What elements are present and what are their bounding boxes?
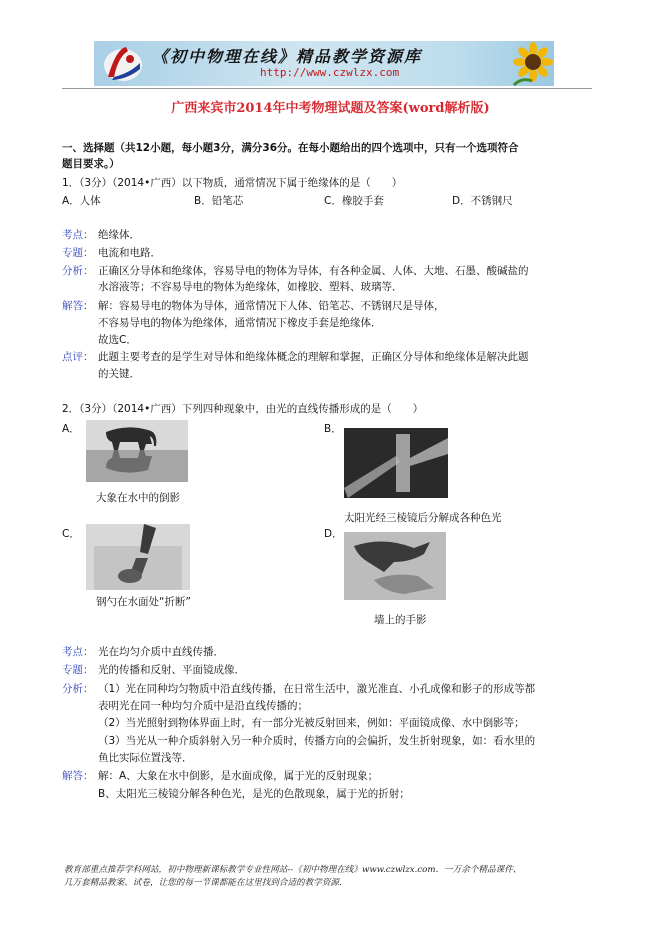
hand-shadow-photo	[344, 532, 446, 600]
section-heading-line1: 一、选择题（共12小题，每小题3分，满分36分。在每小题给出的四个选项中，只有一个选项符合	[62, 142, 519, 154]
q2-option-d: D．	[324, 528, 343, 540]
header-banner	[94, 41, 554, 86]
q1-dianping-line2: 的关键．	[98, 368, 140, 380]
sunflower-icon	[512, 41, 554, 86]
section-heading-line2: 题目要求。）	[62, 158, 120, 170]
q2-fenxi-line2: 表明光在同一种均匀介质中是沿直线传播的；	[98, 700, 308, 712]
q2-jieda-line2: B、太阳光三棱镜分解各种色光，是光的色散现象，属于光的折射；	[98, 788, 410, 800]
q1-stem: 1．（3分）（2014•广西）以下物质，通常情况下属于绝缘体的是（ ）	[62, 177, 403, 189]
elephant-reflection-photo	[86, 420, 188, 482]
q1-fenxi-label: 分析：	[62, 265, 94, 277]
q2-kaodian-label: 考点：	[62, 646, 94, 658]
q2-option-c: C．	[62, 528, 80, 540]
q1-dianping-label: 点评：	[62, 351, 94, 363]
q1-dianping-line1: 此题主要考查的是学生对导体和绝缘体概念的理解和掌握，正确区分导体和绝缘体是解决此题	[98, 351, 529, 363]
q1-option-c: C．橡胶手套	[324, 195, 384, 207]
q2-stem: 2．（3分）（2014•广西）下列四种现象中，由光的直线传播形成的是（ ）	[62, 403, 424, 415]
spoon-in-water-photo	[86, 524, 190, 590]
q2-fenxi-line5: 鱼比实际位置浅等．	[98, 752, 193, 764]
q1-fenxi-line1: 正确区分导体和绝缘体，容易导电的物体为导体，有各种金属、人体、大地、石墨、酸碱盐的	[98, 265, 529, 277]
document-title: 广西来宾市2014年中考物理试题及答案(word解析版)	[171, 101, 490, 116]
site-logo-icon	[100, 43, 144, 84]
q2-fenxi-line4: （3）当光从一种介质斜射入另一种介质时，传播方向的会偏折，发生折射现象，如：看水里的	[98, 735, 536, 747]
q2-caption-b: 太阳光经三棱镜后分解成各种色光	[344, 512, 502, 524]
q2-fenxi-label: 分析：	[62, 683, 94, 695]
q2-zhuanti-label: 专题：	[62, 664, 94, 676]
header-rule	[62, 88, 592, 89]
banner-url[interactable]: http://www.czwlzx.com	[260, 66, 400, 79]
page-footer	[64, 864, 521, 890]
q2-caption-d: 墙上的手影	[374, 614, 427, 626]
q2-zhuanti: 光的传播和反射、平面镜成像．	[98, 664, 245, 676]
q1-fenxi-line2: 水溶液等；不容易导电的物体为绝缘体，如橡胶、塑料、玻璃等．	[98, 281, 403, 293]
banner-title: 《初中物理在线》精品教学资源库	[152, 47, 423, 66]
q2-option-b: B．	[324, 423, 342, 435]
q2-kaodian: 光在均匀介质中直线传播．	[98, 646, 224, 658]
q1-option-a: A．人体	[62, 195, 101, 207]
footer-line2: 几万套精品教案、试卷，让您的每一节课都能在这里找到合适的教学资源．	[64, 878, 348, 888]
prism-dispersion-photo	[344, 428, 448, 498]
q2-fenxi-line3: （2）当光照射到物体界面上时，有一部分光被反射回来，例如：平面镜成像、水中倒影等；	[98, 717, 525, 729]
q2-fenxi-line1: （1）光在同种均匀物质中沿直线传播，在日常生活中，激光准直、小孔成像和影子的形成等都	[98, 683, 536, 695]
q1-kaodian-label: 考点：	[62, 229, 94, 241]
q1-jieda-line2: 不容易导电的物体为绝缘体，通常情况下橡皮手套是绝缘体．	[98, 317, 382, 329]
q1-kaodian: 绝缘体．	[98, 229, 140, 241]
q2-caption-a: 大象在水中的倒影	[96, 492, 180, 504]
footer-line1: 教育部重点推荐学科网站，初中物理新课标教学专业性网站--《初中物理在线》www.czwlzx.com．一万余个精品课件、	[64, 865, 522, 875]
q1-zhuanti-label: 专题：	[62, 247, 94, 259]
q1-jieda-line3: 故选C．	[98, 334, 137, 346]
q2-option-a: A．	[62, 423, 80, 435]
q1-zhuanti: 电流和电路．	[98, 247, 161, 259]
q1-option-d: D．不锈钢尺	[452, 195, 513, 207]
q1-jieda-label: 解答：	[62, 300, 94, 312]
q2-caption-c: 钢勺在水面处“折断”	[96, 596, 191, 608]
q2-jieda-line1: 解：A、大象在水中倒影，是水面成像，属于光的反射现象；	[98, 770, 379, 782]
q1-jieda-line1: 解：容易导电的物体为导体，通常情况下人体、铅笔芯、不锈钢尺是导体，	[98, 300, 445, 312]
q1-option-b: B．铅笔芯	[194, 195, 244, 207]
q2-jieda-label: 解答：	[62, 770, 94, 782]
